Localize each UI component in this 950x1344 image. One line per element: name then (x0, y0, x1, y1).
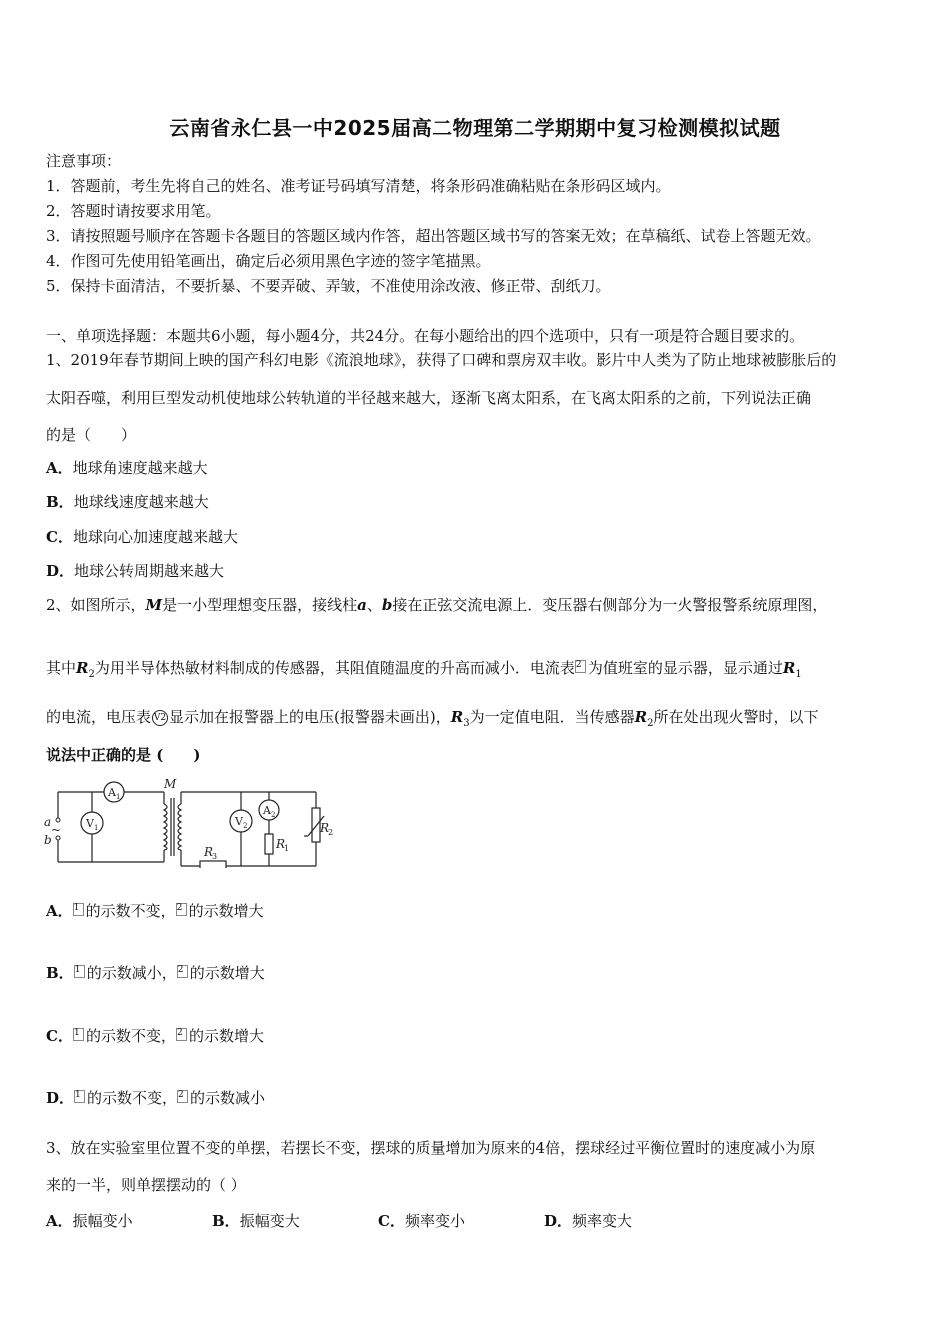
q2-option-c[interactable]: C．1 的示数不变，2 的示数增大 (46, 1027, 264, 1045)
q2-option-d[interactable]: D．1 的示数不变，2 的示数减小 (46, 1089, 266, 1107)
a1-sub: 1 (116, 793, 121, 801)
terminal-a-label: a (44, 815, 52, 829)
q2-option-a[interactable]: A．1 的示数不变，2 的示数增大 (46, 902, 264, 920)
q3-options (46, 1210, 710, 1231)
q2-stem-line: 2、如图所示，M是一小型理想变压器，接线柱a、b接在正弦交流电源上．变压器右侧部分为一火警报警系统原理图， (46, 596, 828, 614)
voltmeter-icon: V2 (152, 710, 168, 726)
option-label: D． (46, 562, 75, 580)
notice-item: 2．答题时请按要求用笔。 (46, 202, 221, 220)
option-text: 地球向心加速度越来越大 (72, 528, 238, 546)
q3-option-a[interactable]: A．振幅变小 (46, 1212, 133, 1230)
v1-label: V (86, 817, 94, 830)
meter-icon: 2 (176, 903, 187, 916)
q1-stem-line: 1、2019年春节期间上映的国产科幻电影《流浪地球》，获得了口碑和票房双丰收。影片中人类为了防止地球被膨胀后的 (46, 351, 837, 369)
q3-stem-line: 来的一半，则单摆摆动的（ ） (46, 1176, 246, 1194)
q1-stem-line: 太阳吞噬，利用巨型发动机使地球公转轨道的半径越来越大，逐渐飞离太阳系，在飞离太阳系的之前，下列说法正确 (46, 389, 812, 407)
q1-stem-line: 的是（ ） (46, 426, 137, 444)
meter-icon: 2 (177, 965, 188, 978)
v1-sub: 1 (94, 824, 99, 832)
r2-label: R (320, 821, 330, 835)
q2-option-b[interactable]: B．1 的示数减小，2 的示数增大 (46, 964, 265, 982)
meter-icon: 2 (176, 1028, 187, 1041)
meter-icon: 1 (74, 1090, 85, 1103)
q2-stem-line: 说法中正确的是 ( ) (46, 746, 201, 764)
notice-item: 3．请按照题号顺序在答题卡各题目的答题区域内作答，超出答题区域书写的答案无效；在草稿纸、试卷上答题无效。 (46, 227, 821, 245)
r3-label: R (204, 845, 214, 859)
q1-option-d[interactable] (46, 561, 224, 581)
q2-stem-line: 其中$R_2$为用半导体热敏材料制成的传感器，其阻值随温度的升高而减小．电流表2 为值班室的显示器，显示通过$R_1$ (46, 659, 802, 680)
ac-source-symbol: ~ (51, 823, 62, 837)
v2-label: V (235, 815, 243, 828)
option-text: 地球公转周期越来越大 (74, 562, 225, 580)
q3-option-d[interactable]: D．频率变大 (544, 1212, 633, 1230)
option-text: 地球角速度越来越大 (72, 459, 208, 477)
notice-heading: 注意事项： (46, 152, 122, 170)
transformer-label: M (164, 777, 177, 791)
meter-icon: 1 (73, 903, 84, 916)
terminal-b-label: b (44, 833, 52, 847)
q1-option-a[interactable] (46, 458, 208, 478)
option-label: B． (46, 493, 74, 511)
meter-icon: 1 (73, 1028, 84, 1041)
r1-sub: 1 (284, 844, 290, 853)
ammeter-icon: 2 (575, 660, 586, 673)
section-heading: 一、单项选择题：本题共6小题，每小题4分，共24分。在每小题给出的四个选项中，只有一项是符合题目要求的。 (46, 327, 805, 345)
q3-option-c[interactable]: C．频率变小 (378, 1212, 465, 1230)
notice-item: 4．作图可先使用铅笔画出，确定后必须用黑色字迹的签字笔描黑。 (46, 252, 491, 270)
meter-icon: 1 (74, 965, 85, 978)
option-label: A． (46, 459, 73, 477)
option-text: 地球线速度越来越大 (73, 493, 209, 511)
q1-option-b[interactable] (46, 492, 209, 512)
r2-sub: 2 (328, 828, 334, 837)
notice-item: 1．答题前，考生先将自己的姓名、准考证号码填写清楚，将条形码准确粘贴在条形码区域内。 (46, 177, 671, 195)
v2-sub: 2 (243, 822, 248, 830)
q3-stem-line: 3、放在实验室里位置不变的单摆，若摆长不变，摆球的质量增加为原来的4倍，摆球经过平衡位置时的速度减小为原 (46, 1139, 816, 1157)
option-label: C． (46, 528, 73, 546)
a2-sub: 2 (271, 811, 276, 819)
meter-icon: 2 (177, 1090, 188, 1103)
q2-stem-line: 的电流，电压表 V2 显示加在报警器上的电压(报警器未画出)，$R_3$为一定值电阻．当传感器$R_2$所在处出现火警时，以下 (46, 708, 819, 729)
a2-label: A (263, 804, 271, 817)
notice-item: 5．保持卡面清洁，不要折暴、不要弄破、弄皱，不准使用涂改液、修正带、刮纸刀。 (46, 277, 611, 295)
q1-option-c[interactable] (46, 527, 238, 547)
r1-label: R (276, 837, 286, 851)
q3-option-b[interactable]: B．振幅变大 (212, 1212, 300, 1230)
circuit-diagram (40, 776, 340, 868)
a1-label: A (108, 786, 116, 799)
r3-sub: 3 (212, 852, 218, 861)
page-title: 云南省永仁县一中2025届高二物理第二学期期中复习检测模拟试题 (169, 116, 781, 140)
